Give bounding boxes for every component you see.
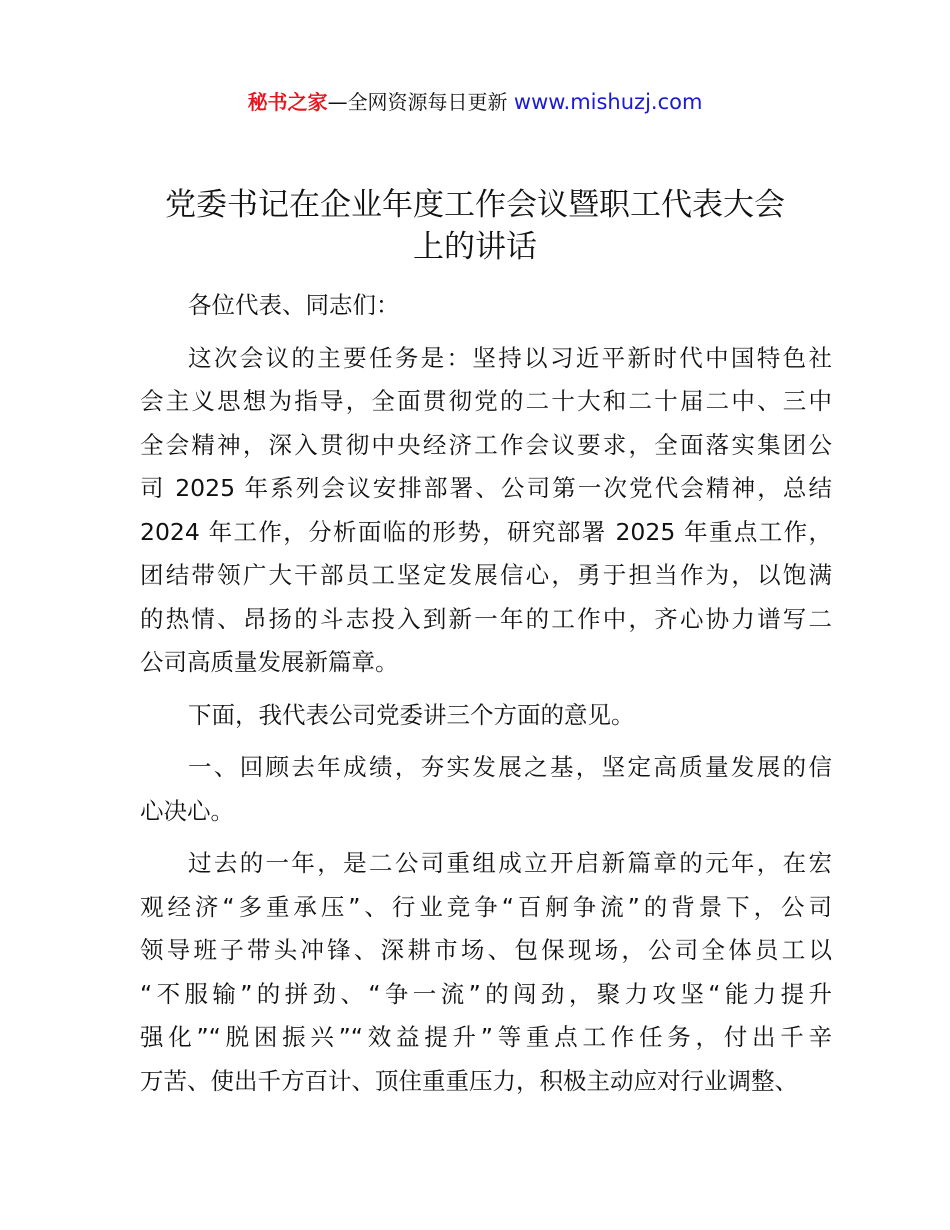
paragraph-line: 万苦、使出千方百计、顶住重重压力，积极主动应对行业调整、 bbox=[140, 1066, 798, 1095]
paragraph-line: 团结带领广大干部员工坚定发展信心，勇于担当作为，以饱满 bbox=[140, 561, 832, 589]
paragraph-line: 过去的一年，是二公司重组成立开启新篇章的元年，在宏 bbox=[188, 849, 832, 877]
paragraph-line: 各位代表、同志们： bbox=[188, 291, 400, 319]
paragraph-line: 会主义思想为指导，全面贯彻党的二十大和二十届二中、三中 bbox=[140, 387, 832, 415]
paragraph-line: 全会精神，深入贯彻中央经济工作会议要求，全面落实集团公 bbox=[140, 430, 832, 459]
paragraph-line: 的热情、昂扬的斗志投入到新一年的工作中，齐心协力谱写二 bbox=[140, 604, 832, 633]
brand-name: 秘书之家 bbox=[247, 90, 328, 114]
paragraph bbox=[140, 337, 832, 685]
paragraph-line: 这次会议的主要任务是：坚持以习近平新时代中国特色社 bbox=[188, 343, 832, 372]
document-body bbox=[140, 284, 832, 1112]
title-line: 上的讲话 bbox=[413, 229, 537, 265]
site-url-link[interactable]: www.mishuzj.com bbox=[513, 90, 703, 114]
title-line: 党委书记在企业年度工作会议暨职工代表大会 bbox=[165, 187, 785, 223]
paragraph-line: 心决心。 bbox=[140, 796, 234, 825]
paragraph bbox=[140, 746, 832, 833]
header-slogan: —全网资源每日更新 bbox=[327, 90, 508, 114]
paragraph-line: 观经济“多重承压”、行业竞争“百舸争流”的背景下，公司 bbox=[140, 892, 832, 921]
paragraph bbox=[140, 284, 832, 328]
paragraph-line: “不服输”的拼劲、“争一流”的闯劲，聚力攻坚“能力提升 bbox=[140, 979, 832, 1008]
document-title bbox=[0, 184, 950, 268]
paragraph-line: 司 2025 年系列会议安排部署、公司第一次党代会精神，总结 bbox=[140, 474, 832, 502]
paragraph-line: 一、回顾去年成绩，夯实发展之基，坚定高质量发展的信 bbox=[188, 753, 832, 781]
paragraph-line: 强化”“脱困振兴”“效益提升”等重点工作任务，付出千辛 bbox=[140, 1023, 832, 1051]
paragraph bbox=[140, 842, 832, 1103]
paragraph-line: 公司高质量发展新篇章。 bbox=[140, 648, 399, 676]
paragraph-line: 下面，我代表公司党委讲三个方面的意见。 bbox=[188, 700, 635, 729]
paragraph-line: 领导班子带头冲锋、深耕市场、包保现场，公司全体员工以 bbox=[140, 936, 832, 964]
paragraph bbox=[140, 694, 832, 738]
paragraph-line: 2024 年工作，分析面临的形势，研究部署 2025 年重点工作， bbox=[140, 517, 832, 546]
site-header bbox=[0, 86, 950, 115]
